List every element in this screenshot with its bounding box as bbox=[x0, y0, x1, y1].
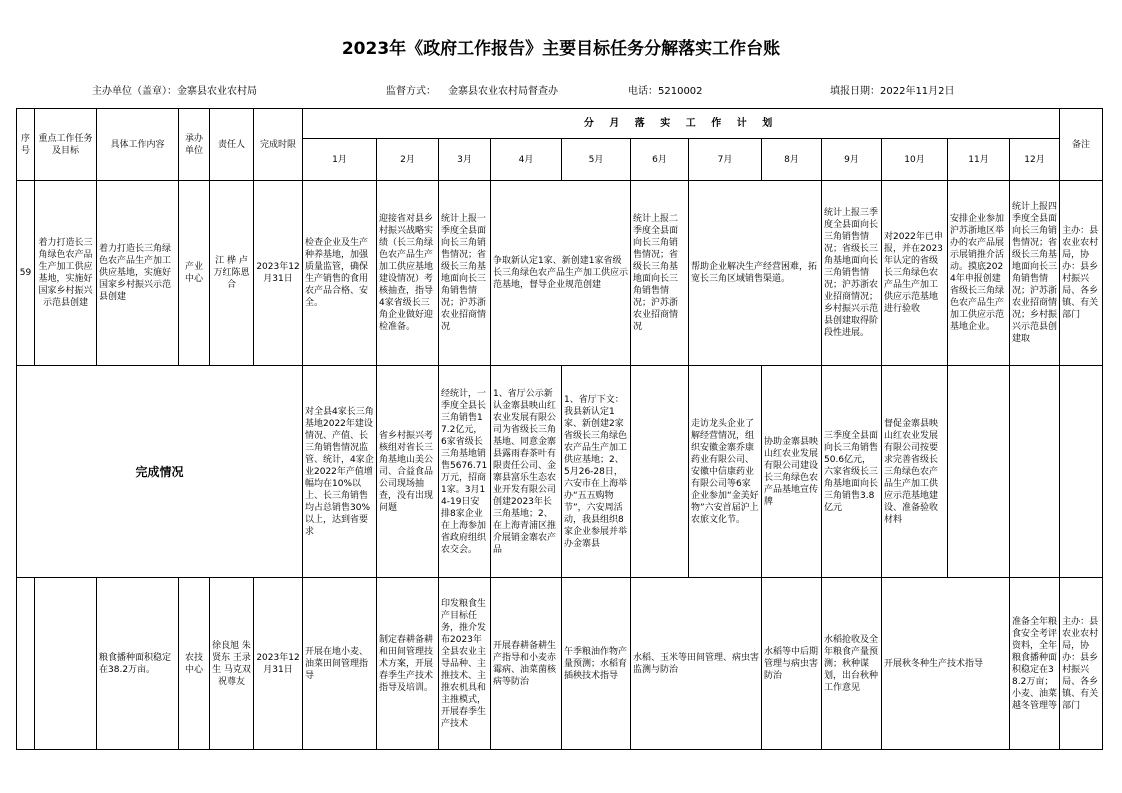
row-seq bbox=[17, 578, 35, 750]
header-month: 1月 bbox=[303, 139, 377, 181]
plan-m9: 统计上报三季度全县面向长三角销售情况；省级长三角基地面向长三角销售情况；沪苏浙农业招商情况；乡村振兴示范县创建取得阶段性进展。 bbox=[822, 181, 882, 366]
plan-m2: 迎接省对县乡村振兴战略实绩（长三角绿色农产品生产加工供应基地建设情况）考核抽查，指导4家省级长三角企业做好迎检准备。 bbox=[377, 181, 439, 366]
header-task: 重点工作任务及目标 bbox=[35, 109, 97, 181]
plan-m3: 统计上报一季度全县面向长三角销售情况；省级长三角基地面向长三角销售情况；沪苏浙农业招商情况 bbox=[439, 181, 491, 366]
plan-m1: 开展在地小麦、油菜田间管理指导 bbox=[303, 578, 377, 750]
plan-m8: 水稻等中后期管理与病虫害防治 bbox=[762, 578, 822, 750]
row-deadline: 2023年12月31日 bbox=[254, 578, 303, 750]
header-content: 具体工作内容 bbox=[97, 109, 179, 181]
header-month: 8月 bbox=[762, 139, 822, 181]
plan-m4: 开展春耕备耕生产指导和小麦赤霉病、油菜菌核病等防治 bbox=[491, 578, 562, 750]
header-deadline: 完成时限 bbox=[254, 109, 303, 181]
header-month: 3月 bbox=[439, 139, 491, 181]
header-month: 5月 bbox=[562, 139, 631, 181]
phone: 电话：5210002 bbox=[628, 86, 703, 97]
plan-m10: 对2022年已申报，并在2023年认定的省级长三角绿色农产品生产加工供应示范基地进行验收 bbox=[882, 181, 948, 366]
header-month: 10月 bbox=[882, 139, 948, 181]
plan-m3: 印发粮食生产目标任务，推介发布2023年全县农业主导品种、主推技术、主推农机具和主推模式，开展春季生产技术 bbox=[439, 578, 491, 750]
header-month: 12月 bbox=[1010, 139, 1060, 181]
row-dept: 产业中心 bbox=[179, 181, 210, 366]
done-m9: 三季度全县面向长三角销售50.6亿元，六家省级长三角基地面向长三角销售3.8亿元 bbox=[822, 366, 882, 578]
header-person: 责任人 bbox=[210, 109, 254, 181]
header-monthly-plan: 分 月 落 实 工 作 计 划 bbox=[303, 109, 1060, 139]
row-task: 着力打造长三角绿色农产品生产加工供应基地，实施好国家乡村振兴示范县创建 bbox=[35, 181, 97, 366]
header-month: 9月 bbox=[822, 139, 882, 181]
done-m5: 1、省厅下文：我县新认定1家、新创建2家省级长三角绿色农产品生产加工供应基地；2、5月26-28日，六安市在上海举办“五五购物节”，六安周活动，我县组织8家企业参展并举办金寨县 bbox=[562, 366, 631, 578]
row-remark: 主办：县农业农村局，协办：县乡村振兴局、各乡镇、有关部门 bbox=[1060, 181, 1103, 366]
plan-m10-m11: 开展秋冬种生产技术指导 bbox=[882, 578, 1010, 750]
completion-row bbox=[17, 366, 1103, 578]
header-seq: 序号 bbox=[17, 109, 35, 181]
plan-m7-m8: 帮助企业解决生产经营困难，拓宽长三角区域销售渠道。 bbox=[689, 181, 822, 366]
task-ledger-table bbox=[16, 108, 1103, 750]
header-month: 6月 bbox=[631, 139, 689, 181]
plan-m2: 制定春耕备耕和田间管理技术方案，开展春季生产技术指导及培训。 bbox=[377, 578, 439, 750]
done-m10: 督促金寨县映山红农业发展有限公司按要求完善省级长三角绿色农产品生产加工供应示范基地建设、准备验收材料 bbox=[882, 366, 948, 578]
row-content: 粮食播种面积稳定在38.2万亩。 bbox=[97, 578, 179, 750]
page-title: 2023年《政府工作报告》主要目标任务分解落实工作台账 bbox=[341, 39, 781, 59]
header-month: 11月 bbox=[948, 139, 1010, 181]
supervision-label: 监督方式： bbox=[386, 86, 436, 97]
done-m4: 1、省厅公示新认金寨县映山红农业发展有限公司为省级长三角基地、同意金寨县露雨春茶叶有限责任公司、金寨县富乐生态农业开发有限公司创建2023年长三角基地；2、在上海青浦区推介展销金寨农产品 bbox=[491, 366, 562, 578]
host-unit: 主办单位（盖章）：金寨县农业农村局 bbox=[92, 86, 257, 97]
done-m12 bbox=[1010, 366, 1060, 578]
table-row bbox=[17, 578, 1103, 750]
plan-m6-m7: 水稻、玉米等田间管理、病虫害监测与防治 bbox=[631, 578, 762, 750]
done-m3: 经统计，一季度全县长三角销售17.2亿元，6家省级长三角基地销售5676.71万元，招商1家。3月14-19日安排8家企业在上海参加省政府组织农交会。 bbox=[439, 366, 491, 578]
header-month: 7月 bbox=[689, 139, 762, 181]
supervision-value: 金寨县农业农村局督查办 bbox=[448, 86, 558, 97]
done-m6 bbox=[631, 366, 689, 578]
plan-m12: 准备全年粮食安全考评资料，全年粮食播种面积稳定在38.2万亩；小麦、油菜越冬管理等 bbox=[1010, 578, 1060, 750]
plan-m5: 午季粮油作物产量预测；水稻育插秧技术指导 bbox=[562, 578, 631, 750]
plan-m9: 水稻抢收及全年粮食产量预测；秋种谋划，出台秋种工作意见 bbox=[822, 578, 882, 750]
row-content: 着力打造长三角绿色农产品生产加工供应基地，实施好国家乡村振兴示范县创建 bbox=[97, 181, 179, 366]
done-m11 bbox=[948, 366, 1010, 578]
row-dept: 农技中心 bbox=[179, 578, 210, 750]
plan-m12: 统计上报四季度全县面向长三角销售情况；省级长三角基地面向长三角销售情况；沪苏浙农业招商情况；乡村振兴示范县创建取 bbox=[1010, 181, 1060, 366]
row-deadline: 2023年12月31日 bbox=[254, 181, 303, 366]
header-month: 4月 bbox=[491, 139, 562, 181]
done-m7: 走访龙头企业了解经营情况，组织安徽金寨乔康药业有限公司、安徽中信康药业有限公司等6家企业参加“金美好物”六安首届沪上农旅文化节。 bbox=[689, 366, 762, 578]
header-remark: 备注 bbox=[1060, 109, 1103, 181]
table-row bbox=[17, 181, 1103, 366]
done-m2: 省乡村振兴考核组对省长三角基地山美公司、合益食品公司现场抽查，没有出现问题 bbox=[377, 366, 439, 578]
plan-m6: 统计上报二季度全县面向长三角销售情况；省级长三角基地面向长三角销售情况；沪苏浙农业招商情况 bbox=[631, 181, 689, 366]
done-m1: 对全县4家长三角基地2022年建设情况、产值、长三角销售情况监管、统计，4家企业2022年产值增幅均在10%以上、长三角销售均占总销售30%以上，达到省要求 bbox=[303, 366, 377, 578]
header-month: 2月 bbox=[377, 139, 439, 181]
row-remark: 主办：县农业农村局，协办：县乡村振兴局、各乡镇、有关部门 bbox=[1060, 578, 1103, 750]
plan-m1: 检查企业及生产种养基地，加强质量监管，确保生产销售的食用农产品合格、安全。 bbox=[303, 181, 377, 366]
done-remark bbox=[1060, 366, 1103, 578]
row-person: 江 桦 卢万红陈恩合 bbox=[210, 181, 254, 366]
row-task bbox=[35, 578, 97, 750]
fill-date: 填报日期：2022年11月2日 bbox=[830, 86, 955, 97]
row-seq: 59 bbox=[17, 181, 35, 366]
header-dept: 承办单位 bbox=[179, 109, 210, 181]
plan-m11: 安排企业参加沪苏浙地区举办的农产品展示展销推介活动。摸底2024年申报创建省级长三角绿色农产品生产加工供应示范基地企业。 bbox=[948, 181, 1010, 366]
completion-label: 完成情况 bbox=[17, 366, 303, 578]
done-m8: 协助金寨县映山红农业发展有限公司建设长三角绿色农产品基地宣传牌 bbox=[762, 366, 822, 578]
row-person: 徐良旭 朱贤东 王录生 马克双 祝尊友 bbox=[210, 578, 254, 750]
plan-m4-m5: 争取新认定1家、新创建1家省级长三角绿色农产品生产加工供应示范基地，督导企业规范创建 bbox=[491, 181, 631, 366]
